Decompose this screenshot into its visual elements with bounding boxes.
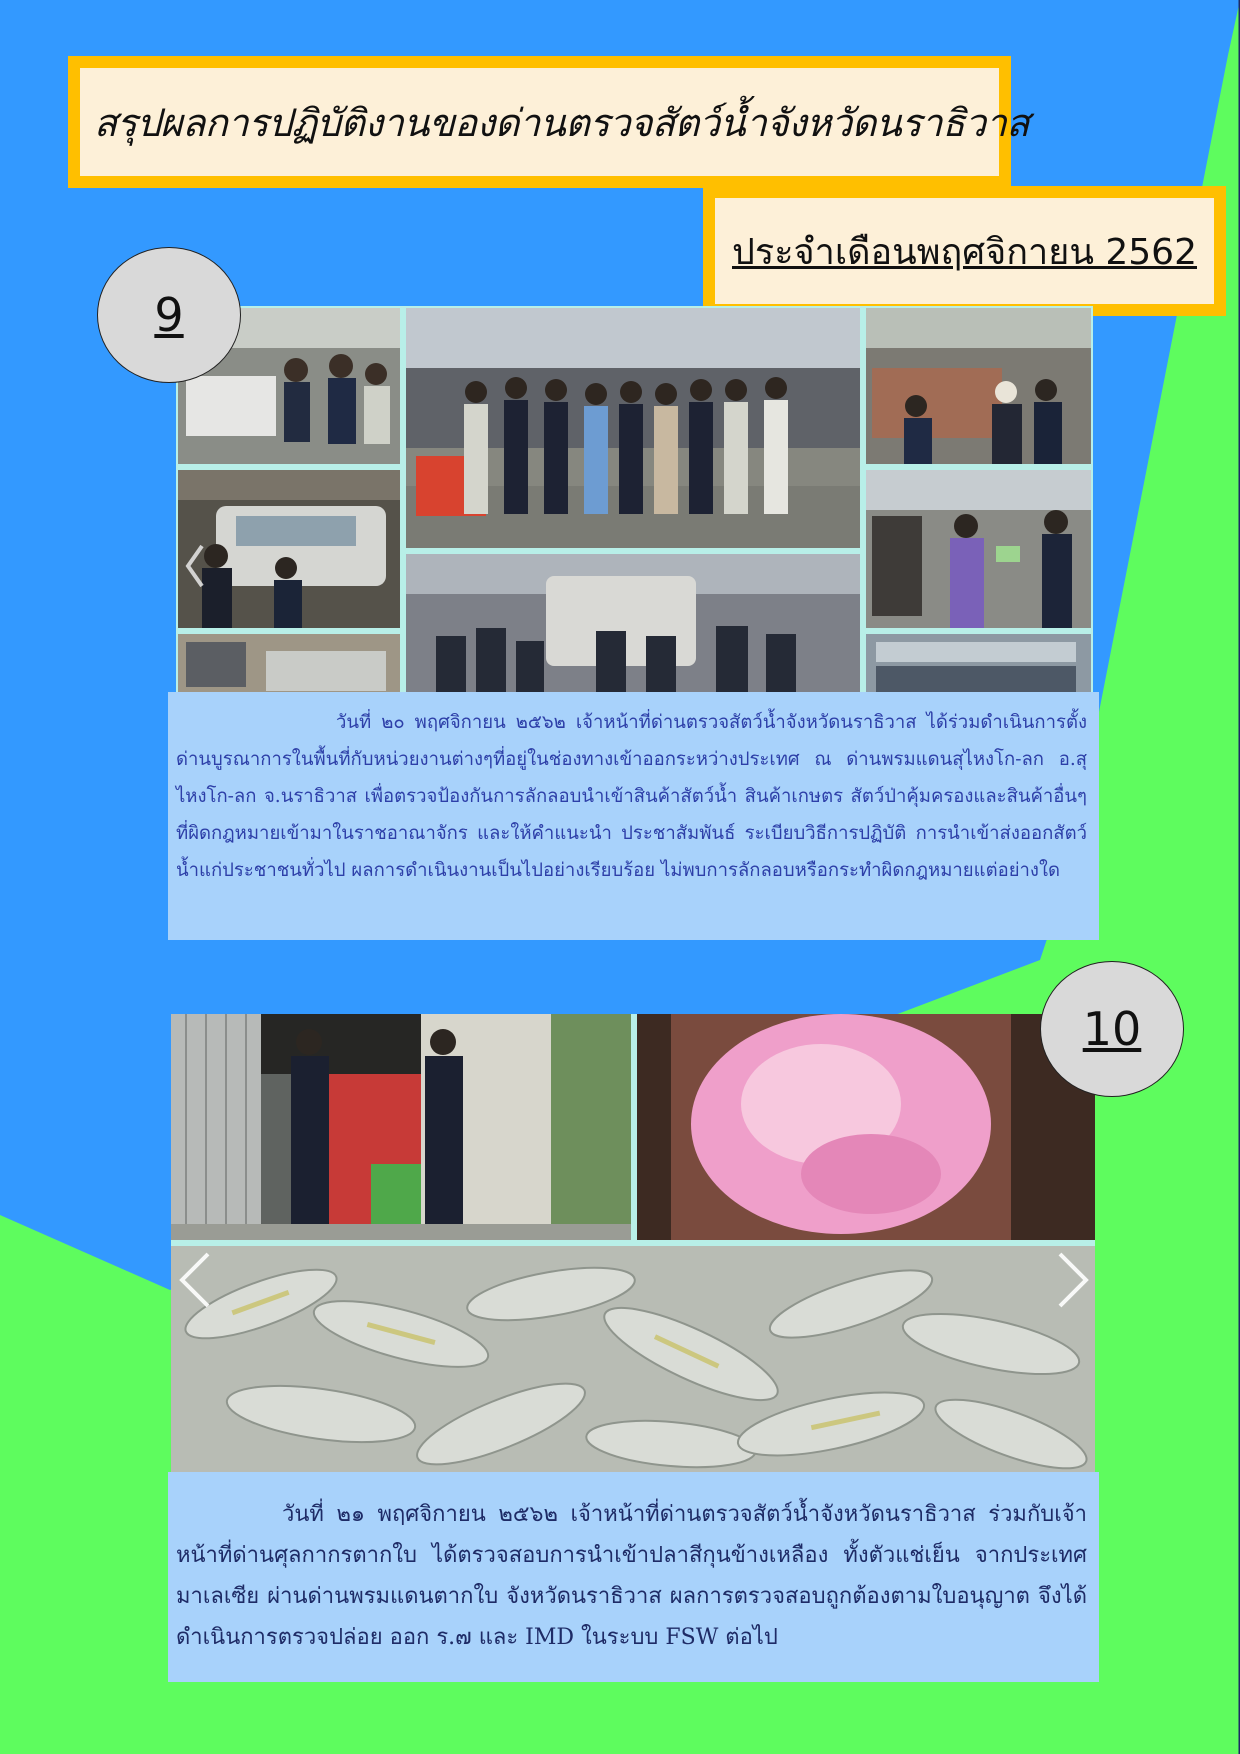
photo-building-left: [178, 634, 400, 693]
month-box: [703, 186, 1226, 316]
carousel-next-arrow[interactable]: [1052, 1250, 1092, 1310]
photo-van-inspection: [178, 470, 400, 628]
page-title: สรุปผลการปฏิบัติงานของด่านตรวจสัตว์น้ำจังหวัดนราธิวาส: [94, 100, 1030, 145]
collage-photos: [176, 306, 1093, 693]
section-number-badge: 9: [97, 247, 241, 383]
photo-collage-checkpoint: [176, 306, 1093, 693]
photo-car-inspection: [866, 308, 1091, 464]
title-box: [68, 56, 1030, 188]
photo-building-right: [866, 634, 1091, 693]
photo-van-crowd: [406, 554, 860, 693]
photo-fish-container: [637, 1014, 1095, 1240]
collage-photos: [171, 1014, 1095, 1474]
caption-text: วันที่ ๒๑ พฤศจิกายน ๒๕๖๒ เจ้าหน้าที่ด่านตรวจสัตว์น้ำจังหวัดนราธิวาส ร่วมกับเจ้าหน้าที่ด่านศุลกากรตากใบ ได้ตรวจสอบการนำเข้าปลาสีกุนข้างเหลือง ทั้งตัวแช่เย็น จากประเทศมาเลเซีย ผ่านด่านพรมแดนตากใบ จังหวัดนราธิวาส ผลการตรวจสอบถูกต้องตามใบอนุญาต จึงได้ดำเนินการตรวจปล่อย ออก ร.๗ และ IMD ในระบบ FSW ต่อไป: [176, 1502, 1087, 1650]
caption-text: วันที่ ๒๐ พฤศจิกายน ๒๕๖๒ เจ้าหน้าที่ด่านตรวจสัตว์น้ำจังหวัดนราธิวาส ได้ร่วมดำเนินการตั้งด่านบูรณาการในพื้นที่กับหน่วยงานต่างๆที่อยู่ในช่องทางเข้าออกระหว่างประเทศ ณ ด่านพรมแดนสุไหงโก-ลก อ.สุไหงโก-ลก จ.นราธิวาส เพื่อตรวจป้องกันการลักลอบนำเข้าสินค้าสัตว์น้ำ สินค้าเกษตร สัตว์ป่าคุ้มครองและสินค้าอื่นๆ ที่ผิดกฎหมายเข้ามาในราชอาณาจักร และให้คำแนะนำ ประชาสัมพันธ์ ระเบียบวิธีการปฏิบัติ การนำเข้าส่งออกสัตว์น้ำแก่ประชาชนทั่วไป ผลการดำเนินงานเป็นไปอย่างเรียบร้อย ไม่พบการลักลอบหรือกระทำผิดกฎหมายแต่อย่างใด: [176, 712, 1087, 881]
photo-collage-fish-import: [171, 1014, 1095, 1474]
section-number-badge: 10: [1040, 961, 1184, 1097]
carousel-prev-arrow[interactable]: [176, 1250, 216, 1310]
photo-officers-truck: [171, 1014, 631, 1240]
caption-section-10: [168, 1472, 1099, 1682]
photo-document-check: [866, 470, 1091, 628]
photo-fish-pile: [171, 1246, 1095, 1474]
caption-section-9: [168, 692, 1099, 940]
month-label: ประจำเดือนพฤศจิกายน 2562: [732, 231, 1197, 273]
photo-group-officers: [406, 308, 860, 548]
